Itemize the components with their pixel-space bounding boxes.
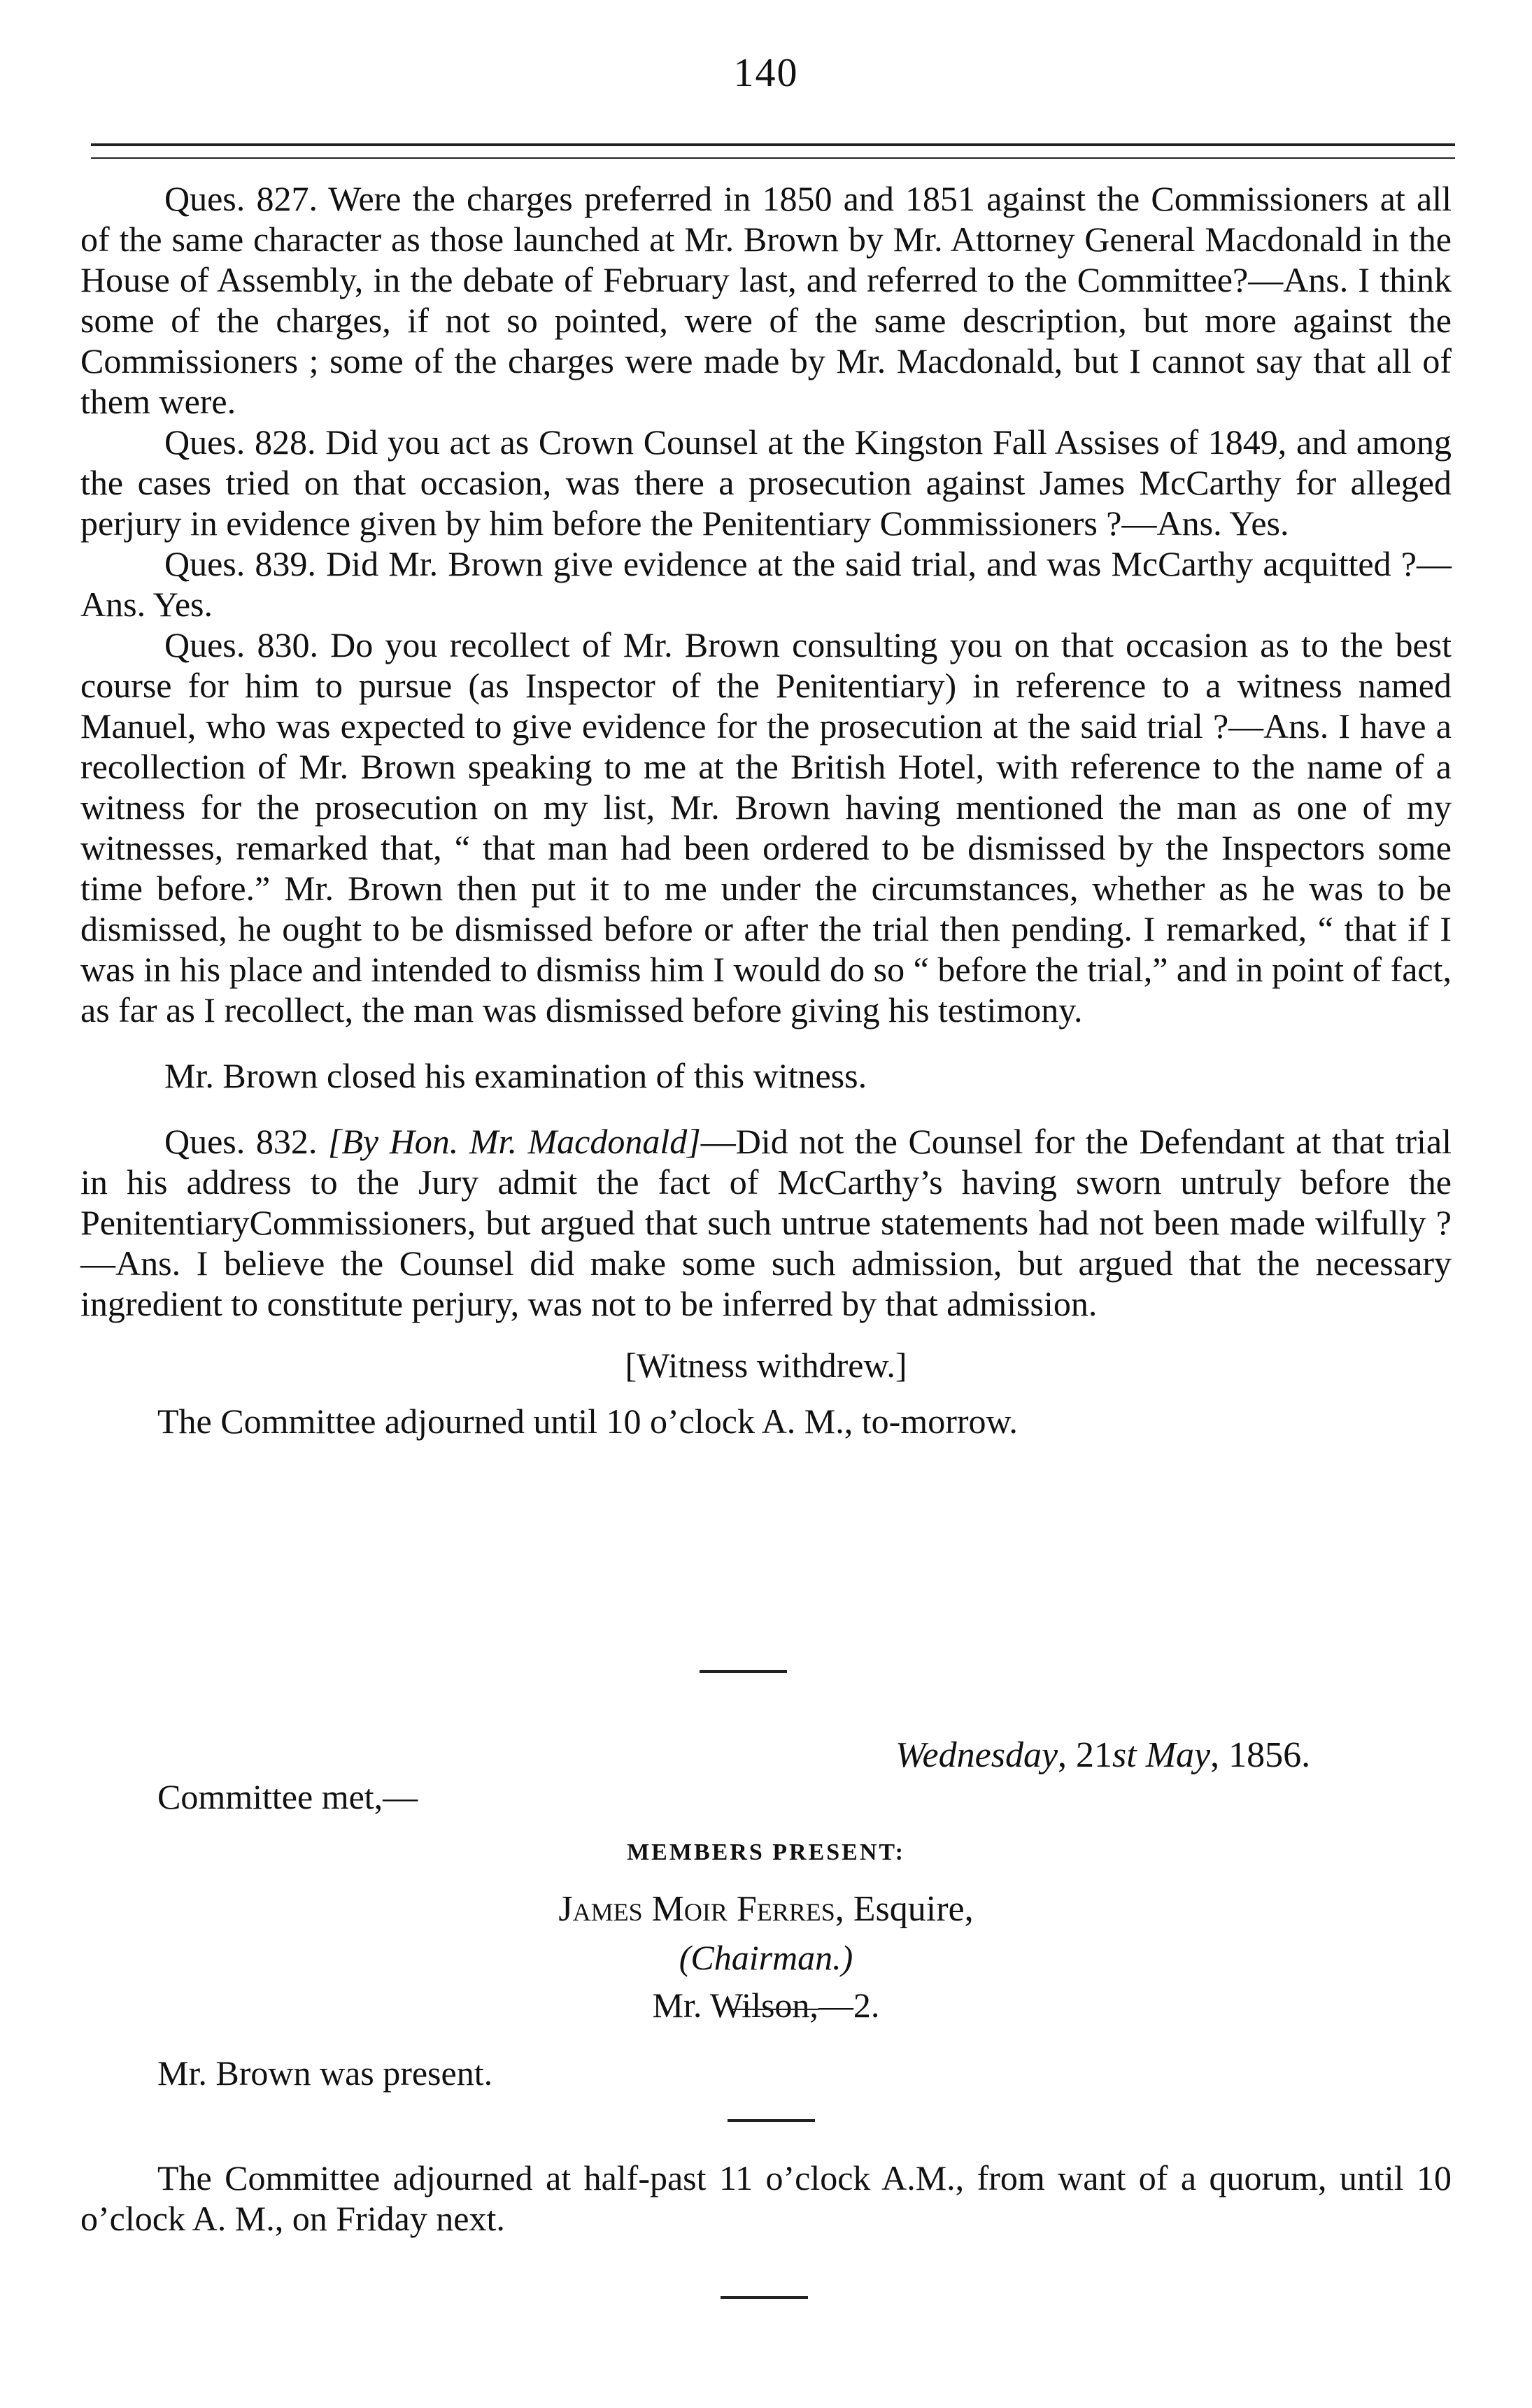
- members-present-heading: MEMBERS PRESENT:: [627, 1839, 905, 1865]
- chairman-name-text: James Moir Ferres: [558, 1889, 835, 1929]
- section-divider-2: [728, 2119, 815, 2122]
- members-divider: [731, 2009, 818, 2010]
- date-suffix: st: [1112, 1735, 1137, 1775]
- adjourned-notice: The Committee adjourned until 10 o’clock A. M., to-morrow.: [157, 1402, 1018, 1441]
- end-divider: [721, 2296, 808, 2299]
- chairman-title: (Chairman.): [679, 1938, 853, 1977]
- committee-met: Committee met,—: [157, 1777, 418, 1816]
- chairman-name-suffix: , Esquire,: [835, 1889, 974, 1929]
- date-month: May: [1145, 1735, 1211, 1775]
- page-number: 140: [733, 50, 799, 95]
- section-divider: [700, 1670, 787, 1673]
- question-828: Ques. 828. Did you act as Crown Counsel at the Kingston Fall Assises of 1849, and among the cases tried on that occasion, was there a prosecution against James McCarthy for alleged perjury in evidence given by him before the Penitentiary Commissioners ?—Ans. Yes.: [80, 422, 1452, 543]
- header-double-rule: [91, 143, 1455, 159]
- date-number: , 21: [1058, 1735, 1113, 1775]
- question-830: Ques. 830. Do you recollect of Mr. Brown consulting you on that occasion as to the best course for him to pursue (as Inspector of the Penitentiary) in reference to a witness named Manuel, who was expected to give evidence for the prosecution at the said trial ?—Ans. I have a recollection of Mr. Brown speaking to me at the British Hotel, with reference to the name of a witness for the prosecution on my list, Mr. Brown having mentioned the man as one of my witnesses, remarked that, “ that man had been ordered to be dismissed by the Inspectors some time before.” Mr. Brown then put it to me under the circumstances, whether as he was to be dismissed, he ought to be dismissed before or after the trial then pending. I remarked, “ that if I was in his place and intended to dismiss him I would do so “ before the trial,” and in point of fact, as far as I recollect, the man was dismissed before giving his testimony.: [80, 625, 1452, 1030]
- question-827: Ques. 827. Were the charges preferred in 1850 and 1851 against the Commissioners at all of the same character as those launched at Mr. Brown by Mr. Attorney General Macdonald in the House of Assembly, in the debate of February last, and referred to the Committee?—Ans. I think some of the charges, if not so pointed, were of the same description, but more against the Commissioners ; some of the charges were made by Mr. Macdonald, but I cannot say that all of them were.: [80, 179, 1452, 421]
- question-832: [80, 1121, 1452, 1324]
- date-day: Wednesday: [895, 1735, 1058, 1775]
- witness-withdrew: [Witness withdrew.]: [625, 1346, 907, 1385]
- brown-present: Mr. Brown was present.: [157, 2053, 493, 2093]
- date-year: , 1856.: [1210, 1735, 1311, 1775]
- examination-closed: Mr. Brown closed his examination of this witness.: [164, 1056, 867, 1095]
- question-839: Ques. 839. Did Mr. Brown give evidence at the said trial, and was McCarthy acquitted ?—Ans. Yes.: [80, 544, 1452, 624]
- question-832-text: —Did not the Counsel for the Defendant at that trial in his address to the Jury admit the fact of McCarthy’s having sworn untruly before the PenitentiaryCommissioners, but argued that such untrue statements had not been made wilfully ?—Ans. I believe the Counsel did make some such admission, but argued that the necessary ingredient to constitute perjury, was not to be inferred by that admission.: [80, 1122, 1452, 1323]
- meeting-date: [895, 1734, 1310, 1776]
- final-adjournment: The Committee adjourned at half-past 11 o’clock A.M., from want of a quorum, until 10 o’clock A. M., on Friday next.: [80, 2158, 1452, 2238]
- question-832-interjection: [By Hon. Mr. Macdonald]: [327, 1122, 701, 1161]
- body-text: [80, 178, 1452, 1441]
- member-wilson: Mr. Wilson,—2.: [652, 1986, 880, 2025]
- question-832-label: Ques. 832.: [164, 1122, 328, 1161]
- chairman-name: [0, 1888, 1532, 1930]
